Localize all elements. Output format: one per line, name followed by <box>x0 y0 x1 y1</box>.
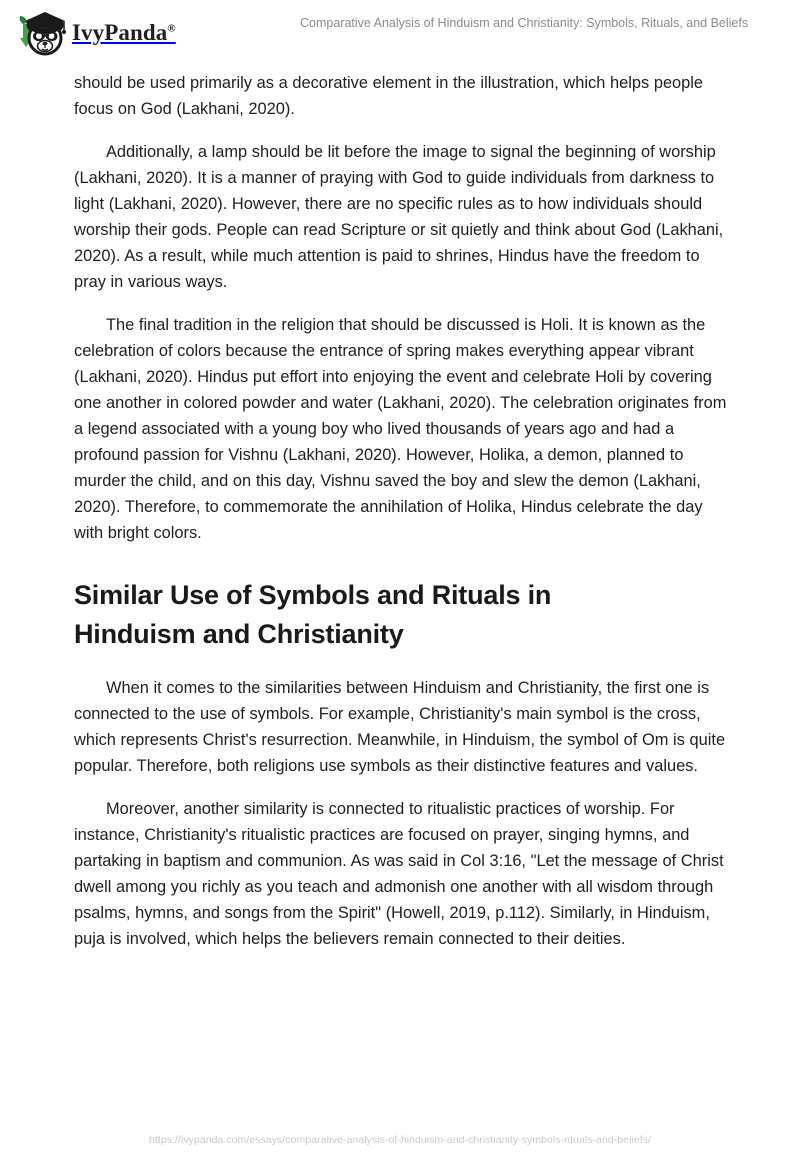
panda-graduate-logo-icon <box>14 7 68 57</box>
document-body <box>74 70 728 969</box>
paragraph: The final tradition in the religion that should be discussed is Holi. It is known as the celebration of colors because the entrance of spring makes everything appear vibrant (Lakhani, 2020). Hindus put effort into enjoying the event and celebrate Holi by covering one another in colored powder and water (Lakhani, 2020). The celebration originates from a legend associated with a young boy who lived thousands of years ago and had a profound passion for Vishnu (Lakhani, 2020). However, Holika, a demon, planned to murder the child, and on this day, Vishnu saved the boy and slew the demon (Lakhani, 2020). Therefore, to commemorate the annihilation of Holika, Hindus celebrate the day with bright colors. <box>74 316 727 542</box>
brand-wordmark <box>72 21 176 44</box>
paragraph: Moreover, another similarity is connected to ritualistic practices of worship. For instance, Christianity's ritualistic practices are focused on prayer, singing hymns, and partaking in baptism and communion. As was said in Col 3:16, "Let the message of Christ dwell among you richly as you teach and admonish one another with all wisdom through psalms, hymns, and songs from the Spirit" (Howell, 2019, p.112). Similarly, in Hinduism, puja is involved, which helps the believers remain connected to their deities. <box>74 800 724 948</box>
section-heading: Similar Use of Symbols and Rituals in Hinduism and Christianity <box>74 580 552 649</box>
document-header-title: Comparative Analysis of Hinduism and Christianity: Symbols, Rituals, and Beliefs <box>300 16 749 30</box>
registered-mark: ® <box>167 21 176 34</box>
paragraph: Additionally, a lamp should be lit before the image to signal the beginning of worship (Lakhani, 2020). It is a manner of praying with God to guide individuals from darkness to light (Lakhani, 2020). However, there are no specific rules as to how individuals should worship their gods. People can read Scripture or sit quietly and think about God (Lakhani, 2020). As a result, while much attention is paid to shrines, Hindus have the freedom to pray in various ways. <box>74 143 724 291</box>
brand-name-text: IvyPanda <box>72 19 168 45</box>
ivypanda-brand-link[interactable] <box>14 8 176 56</box>
paragraph: When it comes to the similarities between Hinduism and Christianity, the first one is connected to the use of symbols. For example, Christianity's main symbol is the cross, which represents Christ's resurrection. Meanwhile, in Hinduism, the symbol of Om is quite popular. Therefore, both religions use symbols as their distinctive features and values. <box>74 679 726 775</box>
footer-source-url[interactable]: https://ivypanda.com/essays/comparative-analysis-of-hinduism-and-christianity-symbols-rituals-and-beliefs/ <box>149 1134 651 1146</box>
page-footer <box>0 1130 800 1148</box>
page-header <box>0 0 800 62</box>
paragraph: should be used primarily as a decorative element in the illustration, which helps people focus on God (Lakhani, 2020). <box>74 74 704 118</box>
